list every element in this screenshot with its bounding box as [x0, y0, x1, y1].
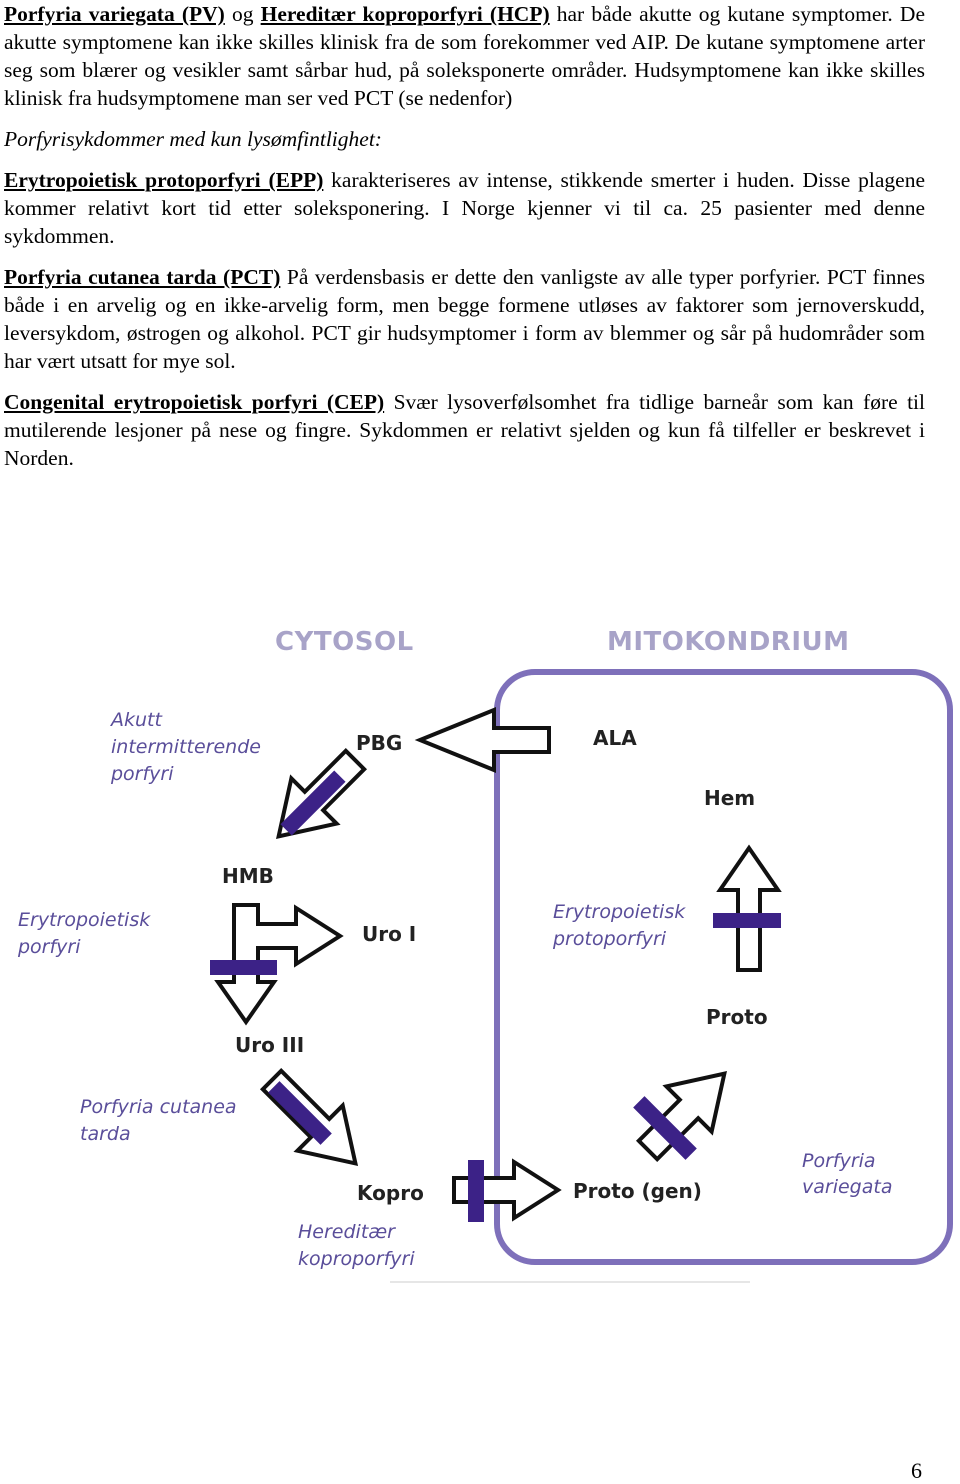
document-text [4, 0, 925, 485]
mitochondrion-title: MITOKONDRIUM [607, 627, 850, 657]
disease-line: Porfyria cutanea [80, 1096, 237, 1118]
label-uro1: Uro I [362, 922, 417, 946]
label-ala: ALA [593, 726, 637, 750]
disease-line: Erytropoietisk [18, 909, 151, 931]
text-segment: og [224, 2, 261, 26]
disease-line: variegata [802, 1176, 893, 1198]
label-protogen: Proto (gen) [573, 1179, 702, 1203]
disease-line: Akutt [111, 709, 162, 731]
disease-label-pv [802, 1150, 892, 1198]
paragraph-pct [4, 263, 925, 375]
label-kopro: Kopro [357, 1181, 424, 1205]
page-number: 6 [911, 1458, 922, 1483]
paragraph-cep [4, 388, 925, 472]
disease-line: porfyri [18, 936, 81, 958]
cytosol-title: CYTOSOL [275, 627, 414, 657]
disease-line: koproporfyri [298, 1248, 415, 1270]
disease-label-pct [80, 1096, 243, 1145]
text-segment: karakteriseres av intense, stikkende smerter i huden. Disse plagene kommer relativt kort tid etter soleksponering. I Norge kjenner vi til ca. 25 pasienter med denne sykdommen. [4, 168, 925, 248]
disease-line: porfyri [111, 763, 174, 785]
disease-label-aip [109, 709, 267, 785]
arrow-ala-to-pbg [420, 710, 549, 770]
heme-pathway-diagram [0, 600, 960, 1300]
block-bar-cep [210, 960, 277, 975]
disease-line: tarda [80, 1123, 131, 1145]
block-bar-epp [713, 913, 781, 928]
label-hmb: HMB [222, 864, 274, 888]
section-heading: Porfyrisykdommer med kun lysømfintlighet: [4, 127, 382, 151]
label-proto: Proto [706, 1005, 768, 1029]
label-uro3: Uro III [235, 1033, 305, 1057]
term-cep: Congenital erytropoietisk porfyri (CEP) [4, 390, 385, 414]
disease-line: protoporfyri [553, 928, 667, 950]
text-segment: På verdensbasis er dette den vanligste av alle typer porfyrier. PCT finnes både i en arvelig og en ikke-arvelig form, men begge formene utløses av faktorer som jernoverskudd, leversykdom, østrogen og alkohol. PCT gir hudsymptomer i form av blemmer og sår på hudområder som har vært utsatt for mye sol. [4, 265, 925, 373]
arrow-proto-to-hem [720, 848, 778, 970]
disease-line: Porfyria [802, 1150, 876, 1172]
disease-line: Hereditær [298, 1221, 395, 1243]
disease-line: Erytropoietisk [553, 901, 686, 923]
term-epp: Erytropoietisk protoporfyri (EPP) [4, 168, 324, 192]
disease-label-epp [552, 901, 691, 950]
disease-line: intermitterende [111, 736, 261, 758]
mitochondrion-membrane [497, 672, 950, 1262]
label-hem: Hem [704, 786, 756, 810]
block-bar-hcp [468, 1160, 484, 1222]
term-pv: Porfyria variegata (PV) [4, 2, 225, 26]
disease-label-hcp [298, 1221, 415, 1270]
text-segment: har både akutte og kutane symptomer. De akutte symptomene kan ikke skilles klinisk fra de som forekommer ved AIP. De kutane symptomene arter seg som blærer og vesikler samt sårbar hud, på soleksponerte områder. Hudsymptomene kan ikke skilles klinisk fra hudsymptomene man ser ved PCT (se nedenfor) [4, 2, 925, 110]
label-pbg: PBG [356, 731, 403, 755]
term-pct: Porfyria cutanea tarda (PCT) [4, 265, 281, 289]
disease-label-ep [17, 909, 156, 958]
term-hcp: Hereditær koproporfyri (HCP) [260, 2, 550, 26]
text-segment: Svær lysoverfølsomhet fra tidlige barneår som kan føre til mutilerende lesjoner på nese og fingre. Sykdommen er relativt sjelden og kun få tilfeller er beskrevet i Norden. [4, 390, 925, 470]
paragraph-epp [4, 166, 925, 250]
paragraph-pv-hcp [4, 0, 925, 112]
